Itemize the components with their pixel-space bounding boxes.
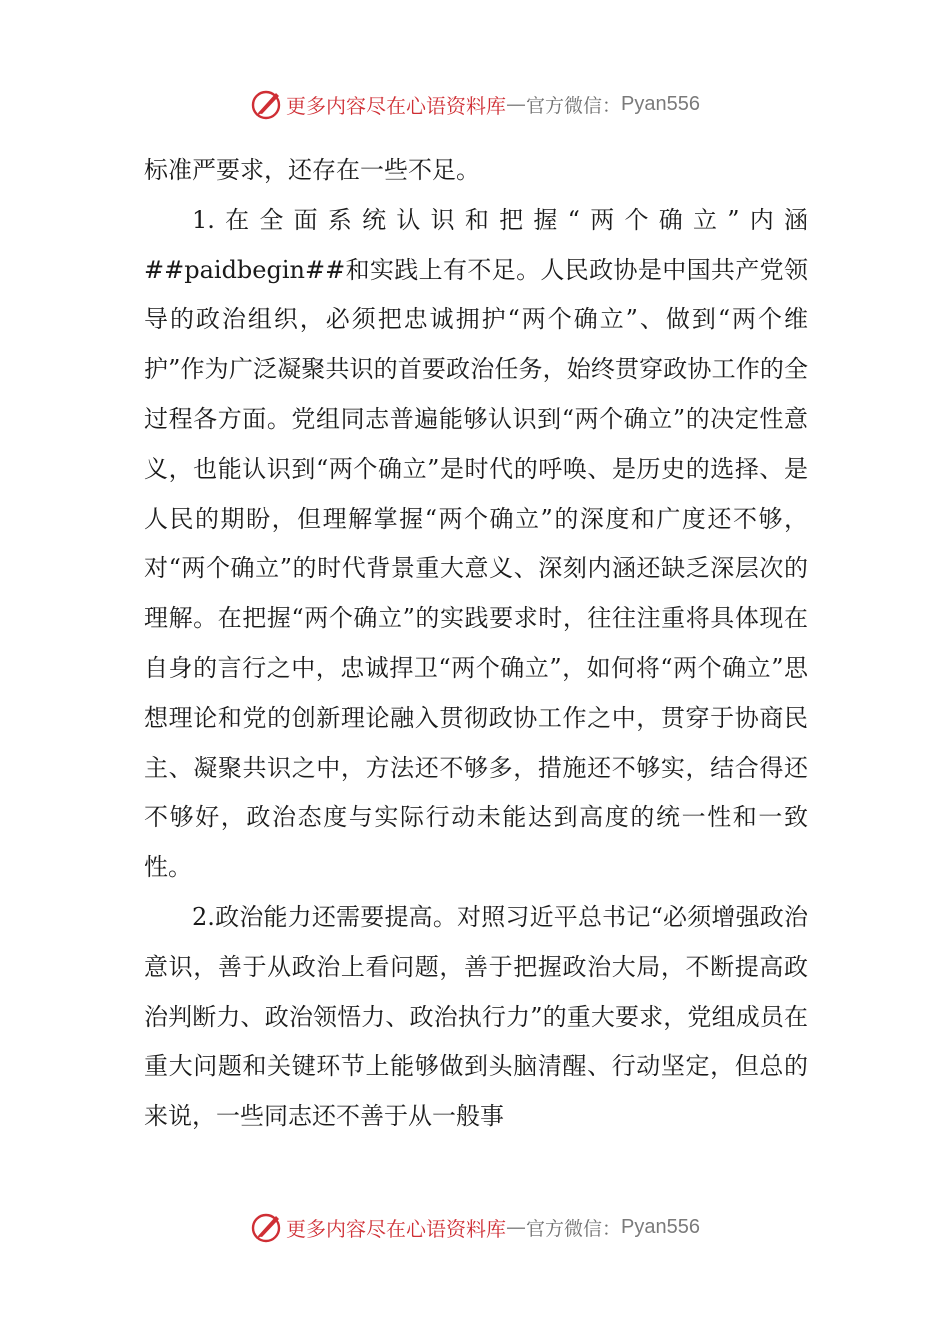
separator-dash: — [506, 1215, 526, 1239]
header-watermark [0, 86, 950, 122]
wechat-id: Pyan556 [621, 92, 700, 115]
footer-watermark [0, 1209, 950, 1245]
wechat-label: 官方微信： [526, 94, 622, 117]
paragraph-point-1: 1.在全面系统认识和把握“两个确立”内涵##paidbegin##和实践上有不足。人民政协是中国共产党领导的政治组织，必须把忠诚拥护“两个确立”、做到“两个维护”作为广泛凝聚共识的首要政治任务，始终贯穿政协工作的全过程各方面。党组同志普遍能够认识到“两个确立”的决定性意义，也能认识到“两个确立”是时代的呼唤、是历史的选择、是人民的期盼，但理解掌握“两个确立”的深度和广度还不够，对“两个确立”的时代背景重大意义、深刻内涵还缺乏深层次的理解。在把握“两个确立”的实践要求时，往往注重将具体现在自身的言行之中，忠诚捍卫“两个确立”，如何将“两个确立”思想理论和党的创新理论融入贯彻政协工作之中，贯穿于协商民主、凝聚共识之中，方法还不够多，措施还不够实，结合得还不够好，政治态度与实际行动未能达到高度的统一性和一致性。 [144, 205, 808, 882]
paragraph-continuation: 标准严要求，还存在一些不足。 [144, 156, 480, 184]
wechat-label: 官方微信： [526, 1217, 622, 1240]
separator-dash: — [506, 92, 526, 116]
wechat-id: Pyan556 [621, 1215, 700, 1238]
brand-text: 更多内容尽在心语资料库 [286, 93, 506, 118]
paragraph-point-2: 2.政治能力还需要提高。对照习近平总书记“必须增强政治意识，善于从政治上看问题，善于把握政治大局，不断提高政治判断力、政治领悟力、政治执行力”的重大要求，党组成员在重大问题和关键环节上能够做到头脑清醒、行动坚定，但总的来说，一些同志还不善于从一般事 [144, 902, 808, 1131]
document-body [144, 146, 808, 1142]
brand-text: 更多内容尽在心语资料库 [286, 1216, 506, 1241]
quill-logo-icon [250, 87, 284, 121]
quill-logo-icon [250, 1210, 284, 1244]
